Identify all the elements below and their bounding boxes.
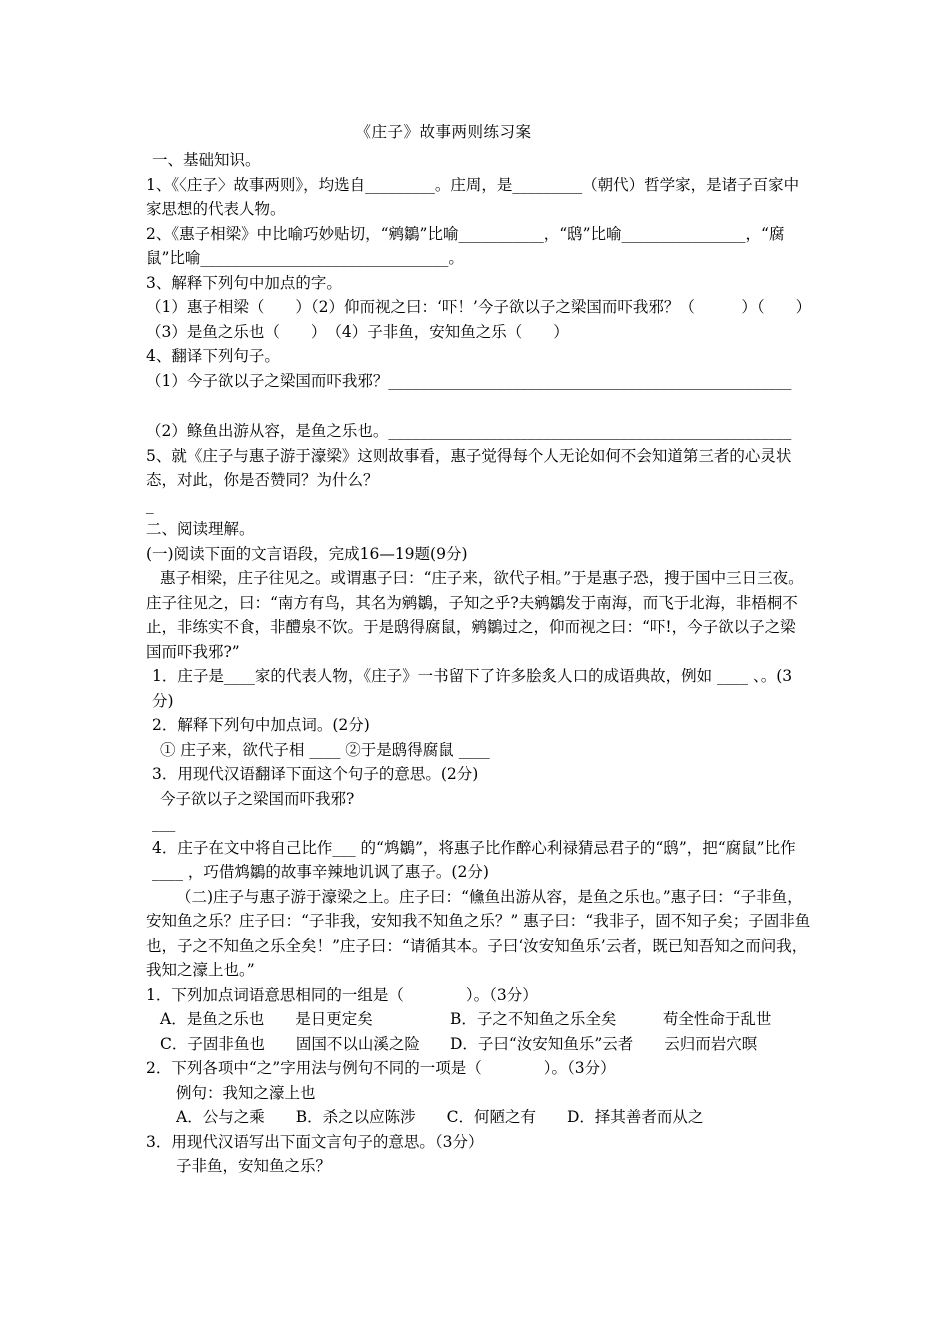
part-2-question-1: 1．下列加点词语意思相同的一组是（ ）。（3分） — [146, 985, 538, 1004]
part-1-question-2-body: ① 庄子来，欲代子相 ____ ②于是鸱得腐鼠 ____ — [160, 740, 490, 759]
part-1-question-1: 1．庄子是____家的代表人物，《庄子》一书留下了许多脍炙人口的成语典故，例如 ____ 、。(3分) — [152, 667, 793, 710]
question-1-4-item-1: （1）今子欲以子之梁国而吓我邪？____________________________________________________ — [146, 371, 792, 390]
part-1-question-2: 2．解释下列句中加点词。(2分) — [152, 716, 370, 734]
passage-1: 惠子相梁，庄子往见之。或谓惠子曰：“庄子来，欲代子相。”于是惠子恐，搜于国中三日三夜。庄子往见之，曰：“南方有鸟，其名为鹓鶵，子知之乎?夫鹓鶵发于南海，而飞于北海，非梧桐不止，非练实不食，非醴泉不饮。于是鸱得腐鼠，鹓鶵过之，仰而视之曰：“吓!，今子欲以子之梁国而吓我邪?” — [146, 569, 804, 661]
part-2-question-3: 3．用现代汉语写出下面文言句子的意思。（3分） — [146, 1132, 484, 1151]
part-2-question-2-options: A．公与之乘 B．杀之以应陈涉 C．何陋之有 D．择其善者而从之 — [176, 1108, 704, 1126]
answer-space — [146, 393, 811, 419]
question-1-3-heading: 3、解释下列句中加点的字。 — [146, 273, 342, 292]
question-1-4-heading: 4、翻译下列句子。 — [146, 347, 280, 365]
question-1-2: 2、《惠子相梁》中比喻巧妙贴切，“鹓鶵”比喻___________，“鸱”比喻________________，“腐鼠”比喻________________________________。 — [146, 224, 785, 267]
part-2-question-2: 2．下列各项中“之”字用法与例句不同的一项是（ ）。（3分） — [146, 1059, 616, 1077]
part-2-question-1-option-a: A．是鱼之乐也 是日更定矣 — [160, 1010, 373, 1028]
part-2-question-3-sentence: 子非鱼，安知鱼之乐？ — [176, 1157, 332, 1175]
question-1-5-blank: _ — [146, 495, 154, 514]
part-1-question-3: 3．用现代汉语翻译下面这个句子的意思。(2分) — [152, 765, 479, 783]
question-1-4-item-2: （2）鲦鱼出游从容，是鱼之乐也。____________________________________________________ — [146, 422, 792, 440]
part-2-question-2-example: 例句：我知之濠上也 — [176, 1083, 316, 1102]
part-2-question-1-option-b: B．子之不知鱼之乐全矣 苟全性命于乱世 — [450, 1010, 772, 1028]
part-2-question-1-option-d: D．子曰“汝安知鱼乐”云者 云归而岩穴暝 — [450, 1034, 758, 1053]
part-1-heading: (一)阅读下面的文言语段，完成16—19题(9分) — [146, 544, 468, 563]
part-1-question-3-sentence: 今子欲以子之梁国而吓我邪? — [160, 789, 355, 808]
question-1-5: 5、就《庄子与惠子游于濠梁》这则故事看，惠子觉得每个人无论如何不会知道第三者的心灵状态，对此，你是否赞同？为什么？ — [146, 446, 792, 489]
worksheet-page — [146, 120, 819, 1179]
part-1-question-4: 4．庄子在文中将自己比作___ 的“鸩鶵”，将惠子比作醉心利禄猜忌君子的“鸱”，把“腐鼠”比作____ ，巧借鸩鶵的故事辛辣地讥讽了惠子。(2分) — [152, 838, 796, 881]
passage-2: （二)庄子与惠子游于濠梁之上。庄子曰：“儵鱼出游从容，是鱼之乐也。”惠子曰：“子非鱼，安知鱼之乐？庄子曰：“子非我，安知我不知鱼之乐？” 惠子曰：“我非子，固不知子矣；子固非鱼也，子之不知鱼之乐全矣！”庄子曰：“请循其本。子曰‘汝安知鱼乐’云者，既已知吾知之而问我，我知之濠上也。” — [146, 887, 811, 979]
section-1-heading: 一、基础知识。 — [152, 151, 261, 169]
question-1-3-body: （1）惠子相梁（ ）（2）仰而视之曰：‘吓！’今子欲以子之梁国而吓我邪？（ ）（ ） （3）是鱼之乐也（ ） （4）子非鱼，安知鱼之乐（ ） — [146, 298, 819, 341]
part-1-question-3-blank: ___ — [152, 814, 176, 832]
part-2-question-1-option-c: C．子固非鱼也 固国不以山溪之险 — [160, 1034, 420, 1053]
question-1-1: 1、《〈庄子〉故事两则》，均选自_________。庄周，是_________（朝代）哲学家，是诸子百家中家思想的代表人物。 — [146, 175, 800, 218]
section-2-heading: 二、阅读理解。 — [146, 520, 255, 538]
page-title: 《庄子》故事两则练习案 — [355, 123, 532, 141]
